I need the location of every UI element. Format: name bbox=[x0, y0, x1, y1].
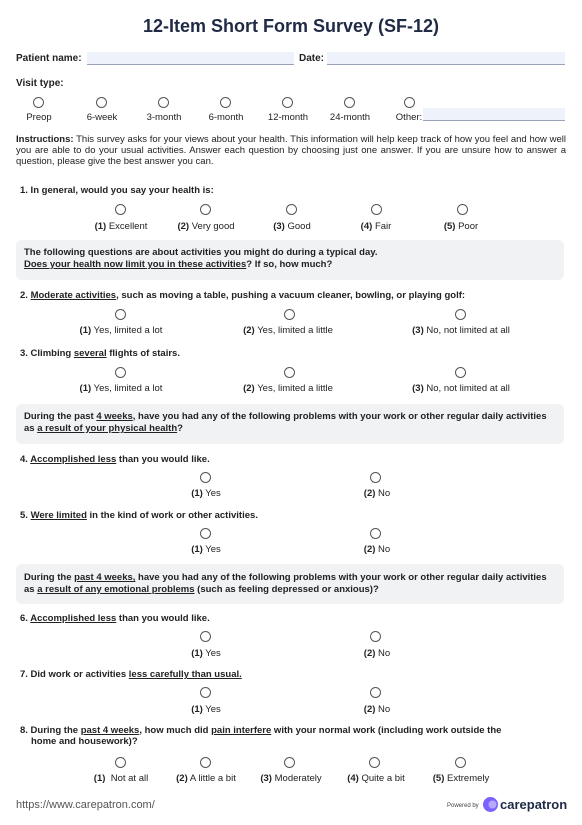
q5-no-label: (2) No bbox=[363, 544, 391, 555]
instructions bbox=[16, 134, 566, 167]
q8-option-4-label: (4) Quite a bit bbox=[347, 773, 405, 784]
instructions-label: Instructions: bbox=[16, 134, 74, 145]
q7-yes-radio[interactable] bbox=[200, 687, 211, 698]
question-8: 8. During the past 4 weeks, how much did pain interfere with your normal work (including work outside the home and housework)? bbox=[20, 725, 502, 747]
section-intro-box-2: During the past 4 weeks, have you had any of the following problems with your work or other regular daily activities as a result of your physical health? bbox=[16, 404, 564, 444]
patient-name-field[interactable] bbox=[87, 52, 294, 65]
visit-3-month-label: 3-month bbox=[146, 112, 182, 123]
q8-option-4-radio[interactable] bbox=[369, 757, 380, 768]
q8-option-1-label: (1) Not at all bbox=[93, 773, 149, 784]
q8-option-1-radio[interactable] bbox=[115, 757, 126, 768]
q8-option-5-radio[interactable] bbox=[455, 757, 466, 768]
question-7: 7. Did work or activities less carefully than usual. bbox=[20, 669, 242, 680]
q4-yes-label: (1) Yes bbox=[191, 488, 221, 499]
q1-option-3-radio[interactable] bbox=[286, 204, 297, 215]
visit-other-radio[interactable] bbox=[404, 97, 415, 108]
question-5: 5. Were limited in the kind of work or other activities. bbox=[20, 510, 258, 521]
visit-6-week-label: 6-week bbox=[86, 112, 118, 123]
section-intro-box-1: The following questions are about activities you might do during a typical day. Does your health now limit you in these activities? If so, how much? bbox=[16, 240, 564, 280]
visit-24-month-label: 24-month bbox=[329, 112, 371, 123]
visit-6-week-radio[interactable] bbox=[96, 97, 107, 108]
q1-option-1-radio[interactable] bbox=[115, 204, 126, 215]
visit-preop-radio[interactable] bbox=[33, 97, 44, 108]
visit-3-month-radio[interactable] bbox=[158, 97, 169, 108]
visit-12-month-label: 12-month bbox=[267, 112, 309, 123]
question-2: 2. Moderate activities, such as moving a table, pushing a vacuum cleaner, bowling, or playing golf: bbox=[20, 290, 466, 301]
q1-option-2-label: (2) Very good bbox=[177, 221, 235, 232]
visit-6-month-label: 6-month bbox=[208, 112, 244, 123]
visit-6-month-radio[interactable] bbox=[220, 97, 231, 108]
visit-other-field[interactable] bbox=[423, 108, 565, 121]
q5-no-radio[interactable] bbox=[370, 528, 381, 539]
q2-option-1-label: (1) Yes, limited a lot bbox=[79, 325, 163, 336]
visit-12-month-radio[interactable] bbox=[282, 97, 293, 108]
q7-no-radio[interactable] bbox=[370, 687, 381, 698]
q6-yes-label: (1) Yes bbox=[191, 648, 221, 659]
q1-option-3-label: (3) Good bbox=[273, 221, 311, 232]
patient-name-label: Patient name: bbox=[16, 53, 82, 64]
instructions-text: This survey asks for your views about your health. This information will help keep track of how you feel and how well you are able to do your usual activities. Answer each question by choosing just one answer. If you are unsure how to answer a question, please give the best answer you can. bbox=[16, 134, 566, 167]
date-label: Date: bbox=[299, 53, 325, 64]
q8-option-3-radio[interactable] bbox=[284, 757, 295, 768]
q8-option-3-label: (3) Moderately bbox=[260, 773, 322, 784]
q3-option-3-radio[interactable] bbox=[455, 367, 466, 378]
q8-option-5-label: (5) Extremely bbox=[432, 773, 490, 784]
q5-yes-radio[interactable] bbox=[200, 528, 211, 539]
page-title: 12-Item Short Form Survey (SF-12) bbox=[142, 16, 440, 36]
q2-option-3-label: (3) No, not limited at all bbox=[412, 325, 510, 336]
q3-option-2-label: (2) Yes, limited a little bbox=[243, 383, 333, 394]
q3-option-1-radio[interactable] bbox=[115, 367, 126, 378]
visit-other-label: Other: bbox=[395, 112, 423, 123]
q2-option-2-label: (2) Yes, limited a little bbox=[243, 325, 333, 336]
brand-name: carepatron bbox=[500, 797, 568, 812]
q2-option-1-radio[interactable] bbox=[115, 309, 126, 320]
q4-yes-radio[interactable] bbox=[200, 472, 211, 483]
powered-by-label: Powered by bbox=[447, 803, 479, 809]
q1-option-1-label: (1) Excellent bbox=[94, 221, 148, 232]
visit-preop-label: Preop bbox=[26, 112, 52, 123]
visit-24-month-radio[interactable] bbox=[344, 97, 355, 108]
question-6: 6. Accomplished less than you would like. bbox=[20, 613, 210, 624]
q3-option-1-label: (1) Yes, limited a lot bbox=[79, 383, 163, 394]
question-4: 4. Accomplished less than you would like. bbox=[20, 454, 210, 465]
question-3: 3. Climbing several flights of stairs. bbox=[20, 348, 180, 359]
q2-option-2-radio[interactable] bbox=[284, 309, 295, 320]
q1-option-4-label: (4) Fair bbox=[360, 221, 392, 232]
q5-yes-label: (1) Yes bbox=[191, 544, 221, 555]
q4-no-radio[interactable] bbox=[370, 472, 381, 483]
question-1: 1. In general, would you say your health is: bbox=[20, 185, 214, 196]
date-field[interactable] bbox=[327, 52, 565, 65]
q1-option-5-radio[interactable] bbox=[457, 204, 468, 215]
q8-option-2-radio[interactable] bbox=[200, 757, 211, 768]
q1-option-5-label: (5) Poor bbox=[443, 221, 479, 232]
q7-yes-label: (1) Yes bbox=[191, 704, 221, 715]
q7-no-label: (2) No bbox=[363, 704, 391, 715]
q2-option-3-radio[interactable] bbox=[455, 309, 466, 320]
section-intro-box-3: During the past 4 weeks, have you had any of the following problems with your work or other regular daily activities as a result of any emotional problems (such as feeling depressed or anxious)? bbox=[16, 564, 564, 604]
footer-link[interactable]: https://www.carepatron.com/ bbox=[16, 799, 155, 811]
q1-option-2-radio[interactable] bbox=[200, 204, 211, 215]
q3-option-3-label: (3) No, not limited at all bbox=[412, 383, 510, 394]
q8-option-2-label: (2) A little a bit bbox=[176, 773, 236, 784]
carepatron-logo-icon bbox=[483, 797, 498, 812]
q1-option-4-radio[interactable] bbox=[371, 204, 382, 215]
q3-option-2-radio[interactable] bbox=[284, 367, 295, 378]
q4-no-label: (2) No bbox=[363, 488, 391, 499]
visit-type-label: Visit type: bbox=[16, 78, 64, 89]
q6-no-label: (2) No bbox=[363, 648, 391, 659]
q6-no-radio[interactable] bbox=[370, 631, 381, 642]
q6-yes-radio[interactable] bbox=[200, 631, 211, 642]
